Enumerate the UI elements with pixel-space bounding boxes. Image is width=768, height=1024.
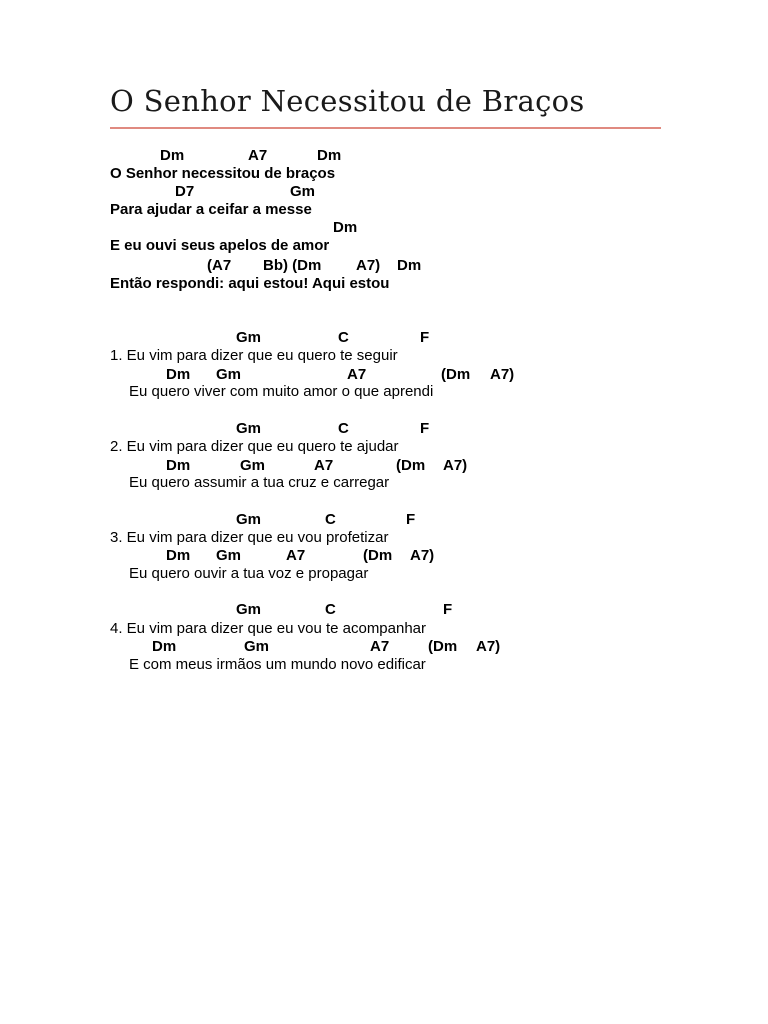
chord: F [443, 601, 453, 618]
chord: F [420, 329, 430, 346]
chord: A7) [490, 366, 515, 383]
chord: C [325, 511, 336, 528]
chord: Dm [317, 147, 342, 164]
chord: Dm [160, 147, 185, 164]
chord: A7 [248, 147, 268, 164]
chord: Dm [152, 638, 177, 655]
lyric-line: 1. Eu vim para dizer que eu quero te seguir [110, 347, 398, 364]
chord: Dm [166, 547, 191, 564]
chord: Gm [236, 601, 262, 618]
chord: Dm [397, 257, 422, 274]
lyric-line: Para ajudar a ceifar a messe [110, 201, 312, 218]
chord: D7 [175, 183, 195, 200]
lyric-line: Eu quero ouvir a tua voz e propagar [129, 565, 369, 582]
chord: A7 [286, 547, 306, 564]
chord: A7) [356, 257, 381, 274]
chord: F [406, 511, 416, 528]
chord: Gm [244, 638, 270, 655]
lyric-line: E com meus irmãos um mundo novo edificar [129, 656, 426, 673]
lyric-line: Eu quero viver com muito amor o que aprendi [129, 383, 434, 400]
chord: Dm [333, 219, 358, 236]
chord: A7 [347, 366, 367, 383]
chord: A7 [370, 638, 390, 655]
chord: Dm [166, 457, 191, 474]
chord: Gm [236, 511, 262, 528]
chord: C [338, 420, 349, 437]
chord: Bb) (Dm [263, 257, 322, 274]
chord: Gm [236, 329, 262, 346]
chord: Dm [166, 366, 191, 383]
chord: C [325, 601, 336, 618]
chord: F [420, 420, 430, 437]
chord: Gm [290, 183, 316, 200]
lyric-line: 2. Eu vim para dizer que eu quero te ajudar [110, 438, 399, 455]
chord: Gm [216, 547, 242, 564]
chord: Gm [240, 457, 266, 474]
chord: (Dm [428, 638, 458, 655]
page-title: O Senhor Necessitou de Braços [110, 84, 585, 118]
chord: A7) [443, 457, 468, 474]
chord: (Dm [396, 457, 426, 474]
lyric-line: O Senhor necessitou de braços [110, 165, 336, 182]
lyric-line: Eu quero assumir a tua cruz e carregar [129, 474, 390, 491]
lyric-line: 3. Eu vim para dizer que eu vou profetizar [110, 529, 389, 546]
chord: (Dm [363, 547, 393, 564]
chord: Gm [216, 366, 242, 383]
title-divider [110, 127, 661, 129]
chord: A7) [410, 547, 435, 564]
chord: Gm [236, 420, 262, 437]
chord: A7) [476, 638, 501, 655]
chord: A7 [314, 457, 334, 474]
chord: (Dm [441, 366, 471, 383]
chord: (A7 [207, 257, 232, 274]
lyric-line: Então respondi: aqui estou! Aqui estou [110, 275, 390, 292]
lyric-line: 4. Eu vim para dizer que eu vou te acompanhar [110, 620, 427, 637]
lyric-line: E eu ouvi seus apelos de amor [110, 237, 330, 254]
chord: C [338, 329, 349, 346]
